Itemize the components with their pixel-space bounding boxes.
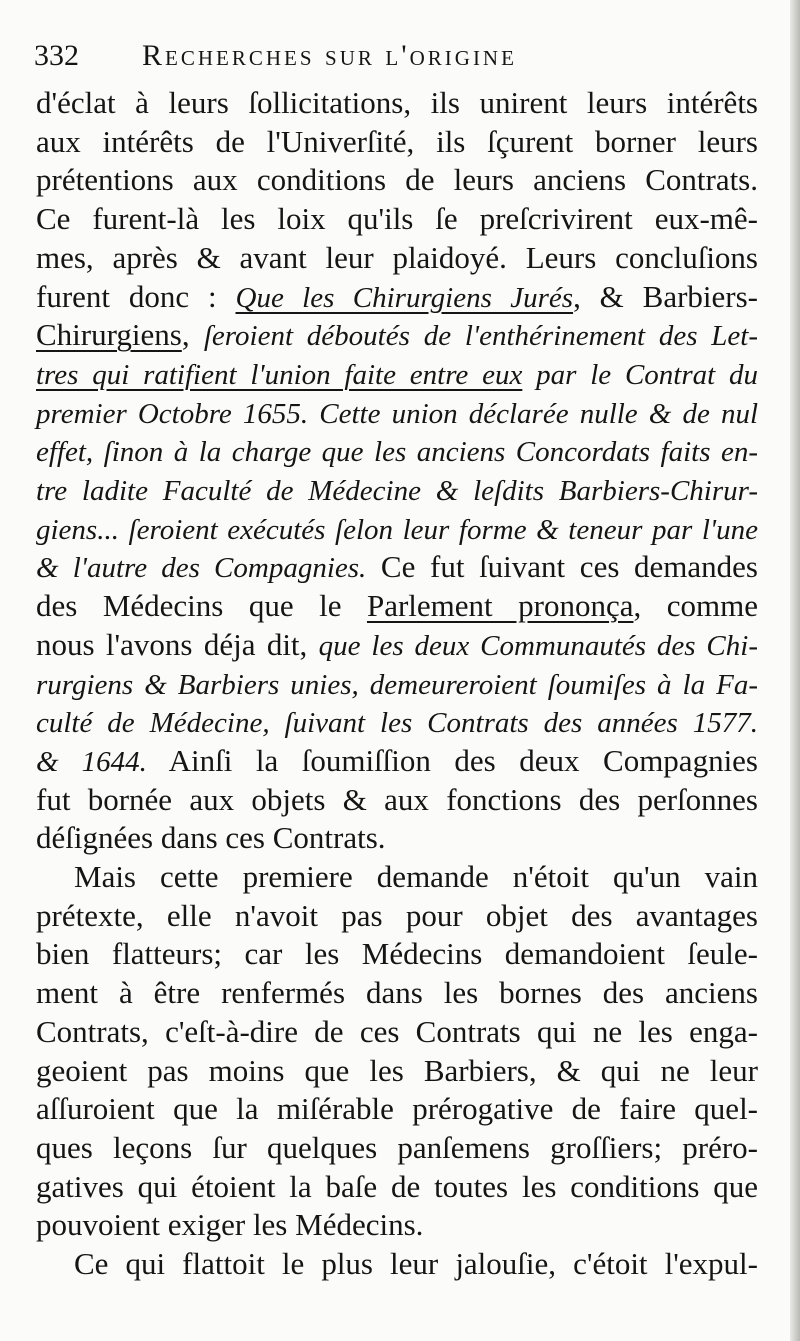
underlined-passage: Chirurgiens xyxy=(36,317,182,353)
text-segment: nous l'avons déja dit, xyxy=(36,626,319,662)
text-segment: Ainſi la ſoumiſſion des deux Compagnies xyxy=(146,742,758,778)
text-line xyxy=(36,1166,758,1208)
text-segment: Ce fut ſuivant ces demandes xyxy=(366,549,758,585)
running-title: Recherches sur l'origine xyxy=(142,39,517,72)
page-number: 332 xyxy=(34,39,79,72)
text-line xyxy=(36,779,758,821)
text-line xyxy=(36,972,758,1014)
text-segment: aſſuroient que la miſérable prérogative de faire quel- xyxy=(36,1091,758,1127)
text-segment: furent donc : xyxy=(36,278,236,314)
text-segment: geoient pas moins que les Barbiers, & qui ne leur xyxy=(36,1052,758,1088)
text-line xyxy=(36,1011,758,1053)
text-segment: mes, après & avant leur plaidoyé. Leurs concluſions xyxy=(36,239,758,275)
text-segment: giens... ſeroient exécutés ſelon leur forme & teneur par l'une xyxy=(36,513,758,546)
text-line xyxy=(36,1050,758,1092)
text-segment: pouvoient exiger les Médecins. xyxy=(36,1207,424,1243)
underlined-passage: Parlement prononça xyxy=(366,588,634,624)
running-header xyxy=(34,36,764,76)
text-segment: bien flatteurs; car les Médecins demandoient ſeule- xyxy=(36,936,758,972)
text-segment: ſeroient déboutés de l'enthérinement des Let- xyxy=(203,320,758,353)
text-segment: déſignées dans ces Contrats. xyxy=(36,820,386,856)
text-segment: effet, ſinon à la charge que les anciens Concordats faits en- xyxy=(36,436,758,469)
underlined-passage: tres qui ratifient l'union faite entre eux xyxy=(36,358,523,391)
text-line xyxy=(36,430,758,472)
text-line xyxy=(36,314,758,356)
text-segment: & 1644. xyxy=(36,745,147,778)
text-line xyxy=(36,1088,758,1130)
text-line xyxy=(36,895,758,937)
text-segment: des Médecins que le xyxy=(36,588,367,624)
text-line xyxy=(36,856,758,898)
text-line xyxy=(36,701,758,743)
text-segment: & l'autre des Compagnies. xyxy=(36,552,367,585)
text-line xyxy=(36,546,758,588)
text-line xyxy=(36,1127,758,1169)
text-line xyxy=(36,276,758,318)
text-line xyxy=(36,159,758,201)
text-segment: aux intérêts de l'Univerſité, ils ſçurent borner leurs xyxy=(36,123,758,159)
text-segment: , comme xyxy=(633,588,758,624)
text-segment: Contrats, c'eſt-à-dire de ces Contrats qui ne les enga- xyxy=(36,1013,758,1049)
text-line xyxy=(36,1243,758,1285)
text-line xyxy=(36,817,758,859)
text-line xyxy=(36,392,758,434)
text-segment: que les deux Communautés des Chi- xyxy=(318,629,758,662)
text-segment: fut bornée aux objets & aux fonctions des perſonnes xyxy=(36,781,758,817)
text-segment: premier Octobre 1655. Cette union déclarée nulle & de nul xyxy=(36,397,758,430)
text-segment: prétentions aux conditions de leurs anciens Contrats. xyxy=(36,162,758,198)
text-line xyxy=(36,353,758,395)
text-line xyxy=(36,198,758,240)
text-segment: Mais cette premiere demande n'étoit qu'un vain xyxy=(74,859,758,894)
text-segment: Ce qui flattoit le plus leur jalouſie, c'étoit l'expul- xyxy=(74,1246,758,1281)
text-line xyxy=(36,121,758,163)
text-segment: prétexte, elle n'avoit pas pour objet des avantages xyxy=(36,897,758,933)
text-line xyxy=(36,237,758,279)
text-segment: ques leçons ſur quelques panſemens groſſiers; préro- xyxy=(36,1129,758,1165)
text-segment: , & Barbiers- xyxy=(573,278,759,314)
underlined-passage: Que les Chirurgiens Jurés xyxy=(235,281,574,314)
text-line xyxy=(36,740,758,782)
text-segment: par le Contrat du xyxy=(522,358,758,391)
text-line xyxy=(36,624,758,666)
text-segment: , xyxy=(181,317,204,353)
page-edge xyxy=(790,0,800,1341)
text-segment: rurgiens & Barbiers unies, demeureroient ſoumiſes à la Fa- xyxy=(36,668,758,701)
text-line xyxy=(36,1204,758,1246)
text-segment: Ce furent-là les loix qu'ils ſe preſcrivirent eux-mê- xyxy=(36,201,758,237)
text-line xyxy=(36,585,758,627)
text-line xyxy=(36,663,758,705)
text-segment: ment à être renfermés dans les bornes des anciens xyxy=(36,975,758,1011)
text-line xyxy=(36,469,758,511)
text-line xyxy=(36,508,758,550)
text-segment: d'éclat à leurs ſollicitations, ils unirent leurs intérêts xyxy=(36,85,758,120)
text-segment: culté de Médecine, ſuivant les Contrats des années 1577. xyxy=(36,707,758,740)
text-segment: tre ladite Faculté de Médecine & leſdits Barbiers-Chirur- xyxy=(36,475,758,507)
text-line xyxy=(36,933,758,975)
text-segment: gatives qui étoient la baſe de toutes les conditions que xyxy=(36,1168,758,1204)
text-line xyxy=(36,82,758,124)
